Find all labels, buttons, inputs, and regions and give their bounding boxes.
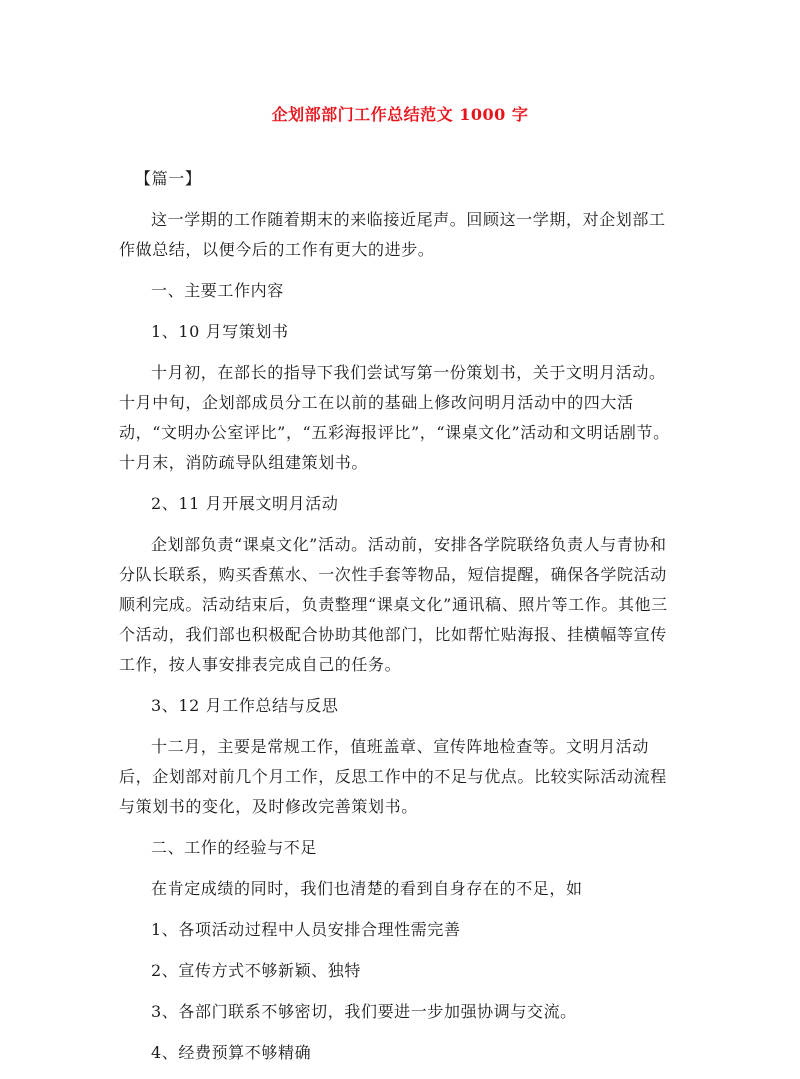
paragraph-december: 十二月，主要是常规工作，值班盖章、宣传阵地检查等。文明月活动后，企划部对前几个月工作，反思工作中的不足与优点。比较实际活动流程与策划书的变化，及时修改完善策划书。 (119, 737, 667, 816)
paragraph-shortcomings: 在肯定成绩的同时，我们也清楚的看到自身存在的不足，如 (151, 879, 583, 898)
list-item-2: 2、宣传方式不够新颖、独特 (151, 961, 361, 980)
heading-main-work: 一、主要工作内容 (151, 281, 284, 300)
heading-experience: 二、工作的经验与不足 (151, 838, 318, 857)
paragraph-november: 企划部负责“课桌文化”活动。活动前，安排各学院联络负责人与青协和分队长联系，购买香蕉水、一次性手套等物品，短信提醒，确保各学院活动顺利完成。活动结束后，负责整理“课桌文化”通讯稿、照片等工作。其他三个活动，我们部也积极配合协助其他部门，比如帮忙贴海报、挂横幅等宣传工作，按人事安排表完成自己的任务。 (119, 535, 668, 674)
document-title: 企划部部门工作总结范文 1000 字 (271, 105, 529, 124)
paragraph-october: 十月初，在部长的指导下我们尝试写第一份策划书，关于文明月活动。十月中旬，企划部成员分工在以前的基础上修改问明月活动中的四大活动，“文明办公室评比”，“五彩海报评比”，“课桌文化”活动和文明话剧节。十月末，消防疏导队组建策划书。 (119, 363, 670, 472)
list-item-4: 4、经费预算不够精确 (151, 1043, 312, 1062)
subheading-october: 1、10 月写策划书 (151, 322, 289, 341)
paragraph-intro: 这一学期的工作随着期末的来临接近尾声。回顾这一学期，对企划部工作做总结，以便今后的工作有更大的进步。 (119, 210, 666, 259)
subheading-november: 2、11 月开展文明月活动 (151, 494, 339, 513)
list-item-1: 1、各项活动过程中人员安排合理性需完善 (151, 920, 461, 939)
document-body (119, 164, 679, 1079)
subheading-december: 3、12 月工作总结与反思 (151, 696, 339, 715)
section-marker: 【篇一】 (135, 169, 202, 188)
list-item-3: 3、各部门联系不够密切，我们要进一步加强协调与交流。 (151, 1002, 577, 1021)
